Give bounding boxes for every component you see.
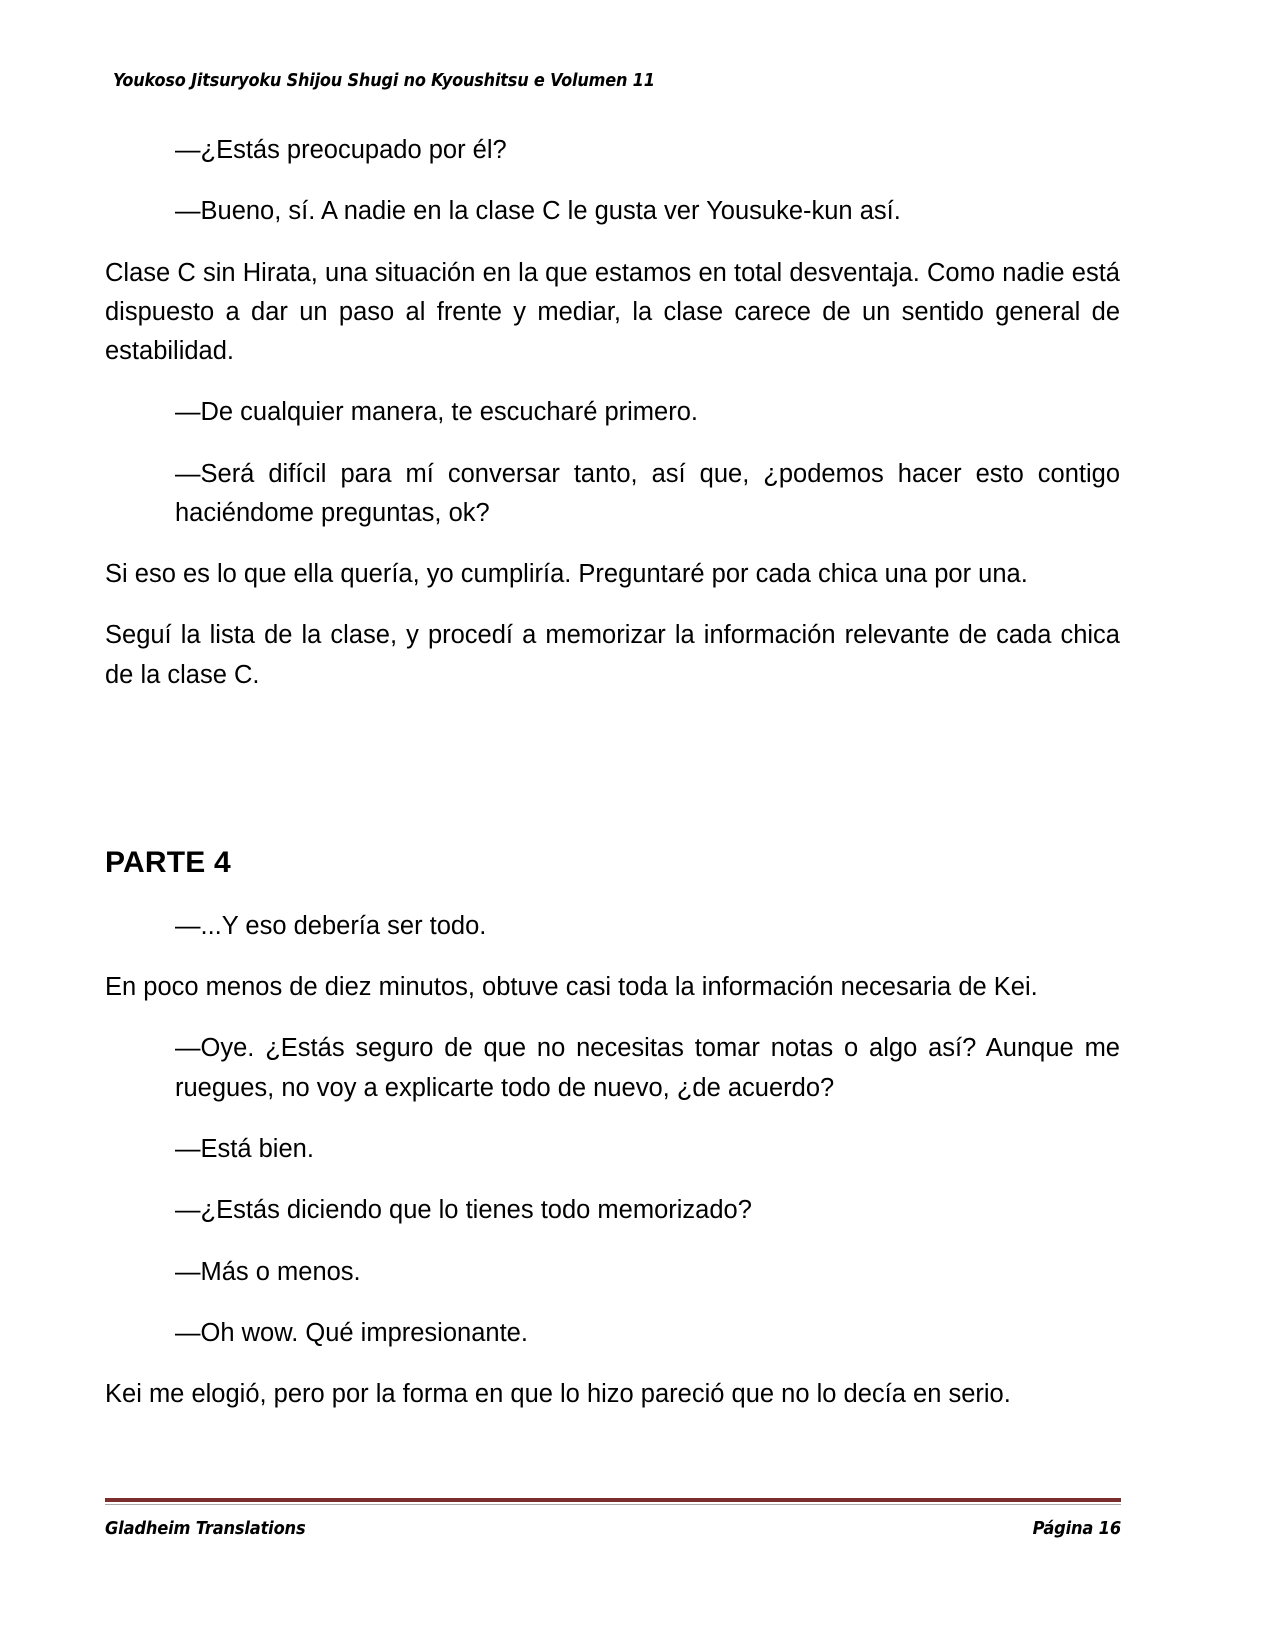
dialogue-line: —Bueno, sí. A nadie en la clase C le gusta ver Yousuke-kun así. — [175, 197, 901, 226]
dialogue-line: —Más o menos. — [175, 1257, 361, 1286]
footer-content — [105, 1519, 1121, 1539]
heading-spacer — [105, 881, 1120, 907]
document-body — [105, 131, 1120, 1414]
running-footer — [105, 1498, 1121, 1539]
dialogue-line: —Será difícil para mí conversar tanto, así que, ¿podemos hacer esto contigo haciéndome preguntas, ok? — [175, 459, 1120, 527]
footer-page-number: Página 16 — [1032, 1519, 1121, 1539]
header-title: Youkoso Jitsuryoku Shijou Shugi no Kyoushitsu e Volumen 11 — [113, 71, 655, 91]
dialogue-line: —¿Estás preocupado por él? — [175, 136, 507, 164]
narration-paragraph: Si eso es lo que ella quería, yo cumpliría. Preguntaré por cada chica una por una. — [105, 560, 1028, 589]
dialogue-line: —Oh wow. Qué impresionante. — [175, 1318, 528, 1347]
running-header — [113, 71, 1123, 91]
section-heading: PARTE 4 — [105, 845, 231, 879]
dialogue-line: —Oye. ¿Estás seguro de que no necesitas tomar notas o algo así? Aunque me ruegues, no voy a explicarte todo de nuevo, ¿de acuerdo? — [175, 1034, 1120, 1102]
narration-paragraph: Kei me elogió, pero por la forma en que lo hizo pareció que no lo decía en serio. — [105, 1380, 1011, 1409]
section-spacer — [105, 717, 1120, 845]
footer-rule-secondary — [105, 1504, 1121, 1505]
narration-paragraph: Clase C sin Hirata, una situación en la que estamos en total desventaja. Como nadie está dispuesto a dar un paso al frente y mediar, la clase carece de un sentido general de estabilidad. — [105, 258, 1120, 366]
dialogue-line: —¿Estás diciendo que lo tienes todo memorizado? — [175, 1196, 752, 1225]
footer-translator-credit: Gladheim Translations — [105, 1519, 306, 1539]
dialogue-line: —Está bien. — [175, 1134, 314, 1163]
narration-paragraph: Seguí la lista de la clase, y procedí a memorizar la información relevante de cada chica de la clase C. — [105, 621, 1120, 689]
dialogue-line: —...Y eso debería ser todo. — [175, 911, 487, 940]
dialogue-line: —De cualquier manera, te escucharé primero. — [175, 398, 698, 427]
narration-paragraph: En poco menos de diez minutos, obtuve casi toda la información necesaria de Kei. — [105, 973, 1038, 1002]
